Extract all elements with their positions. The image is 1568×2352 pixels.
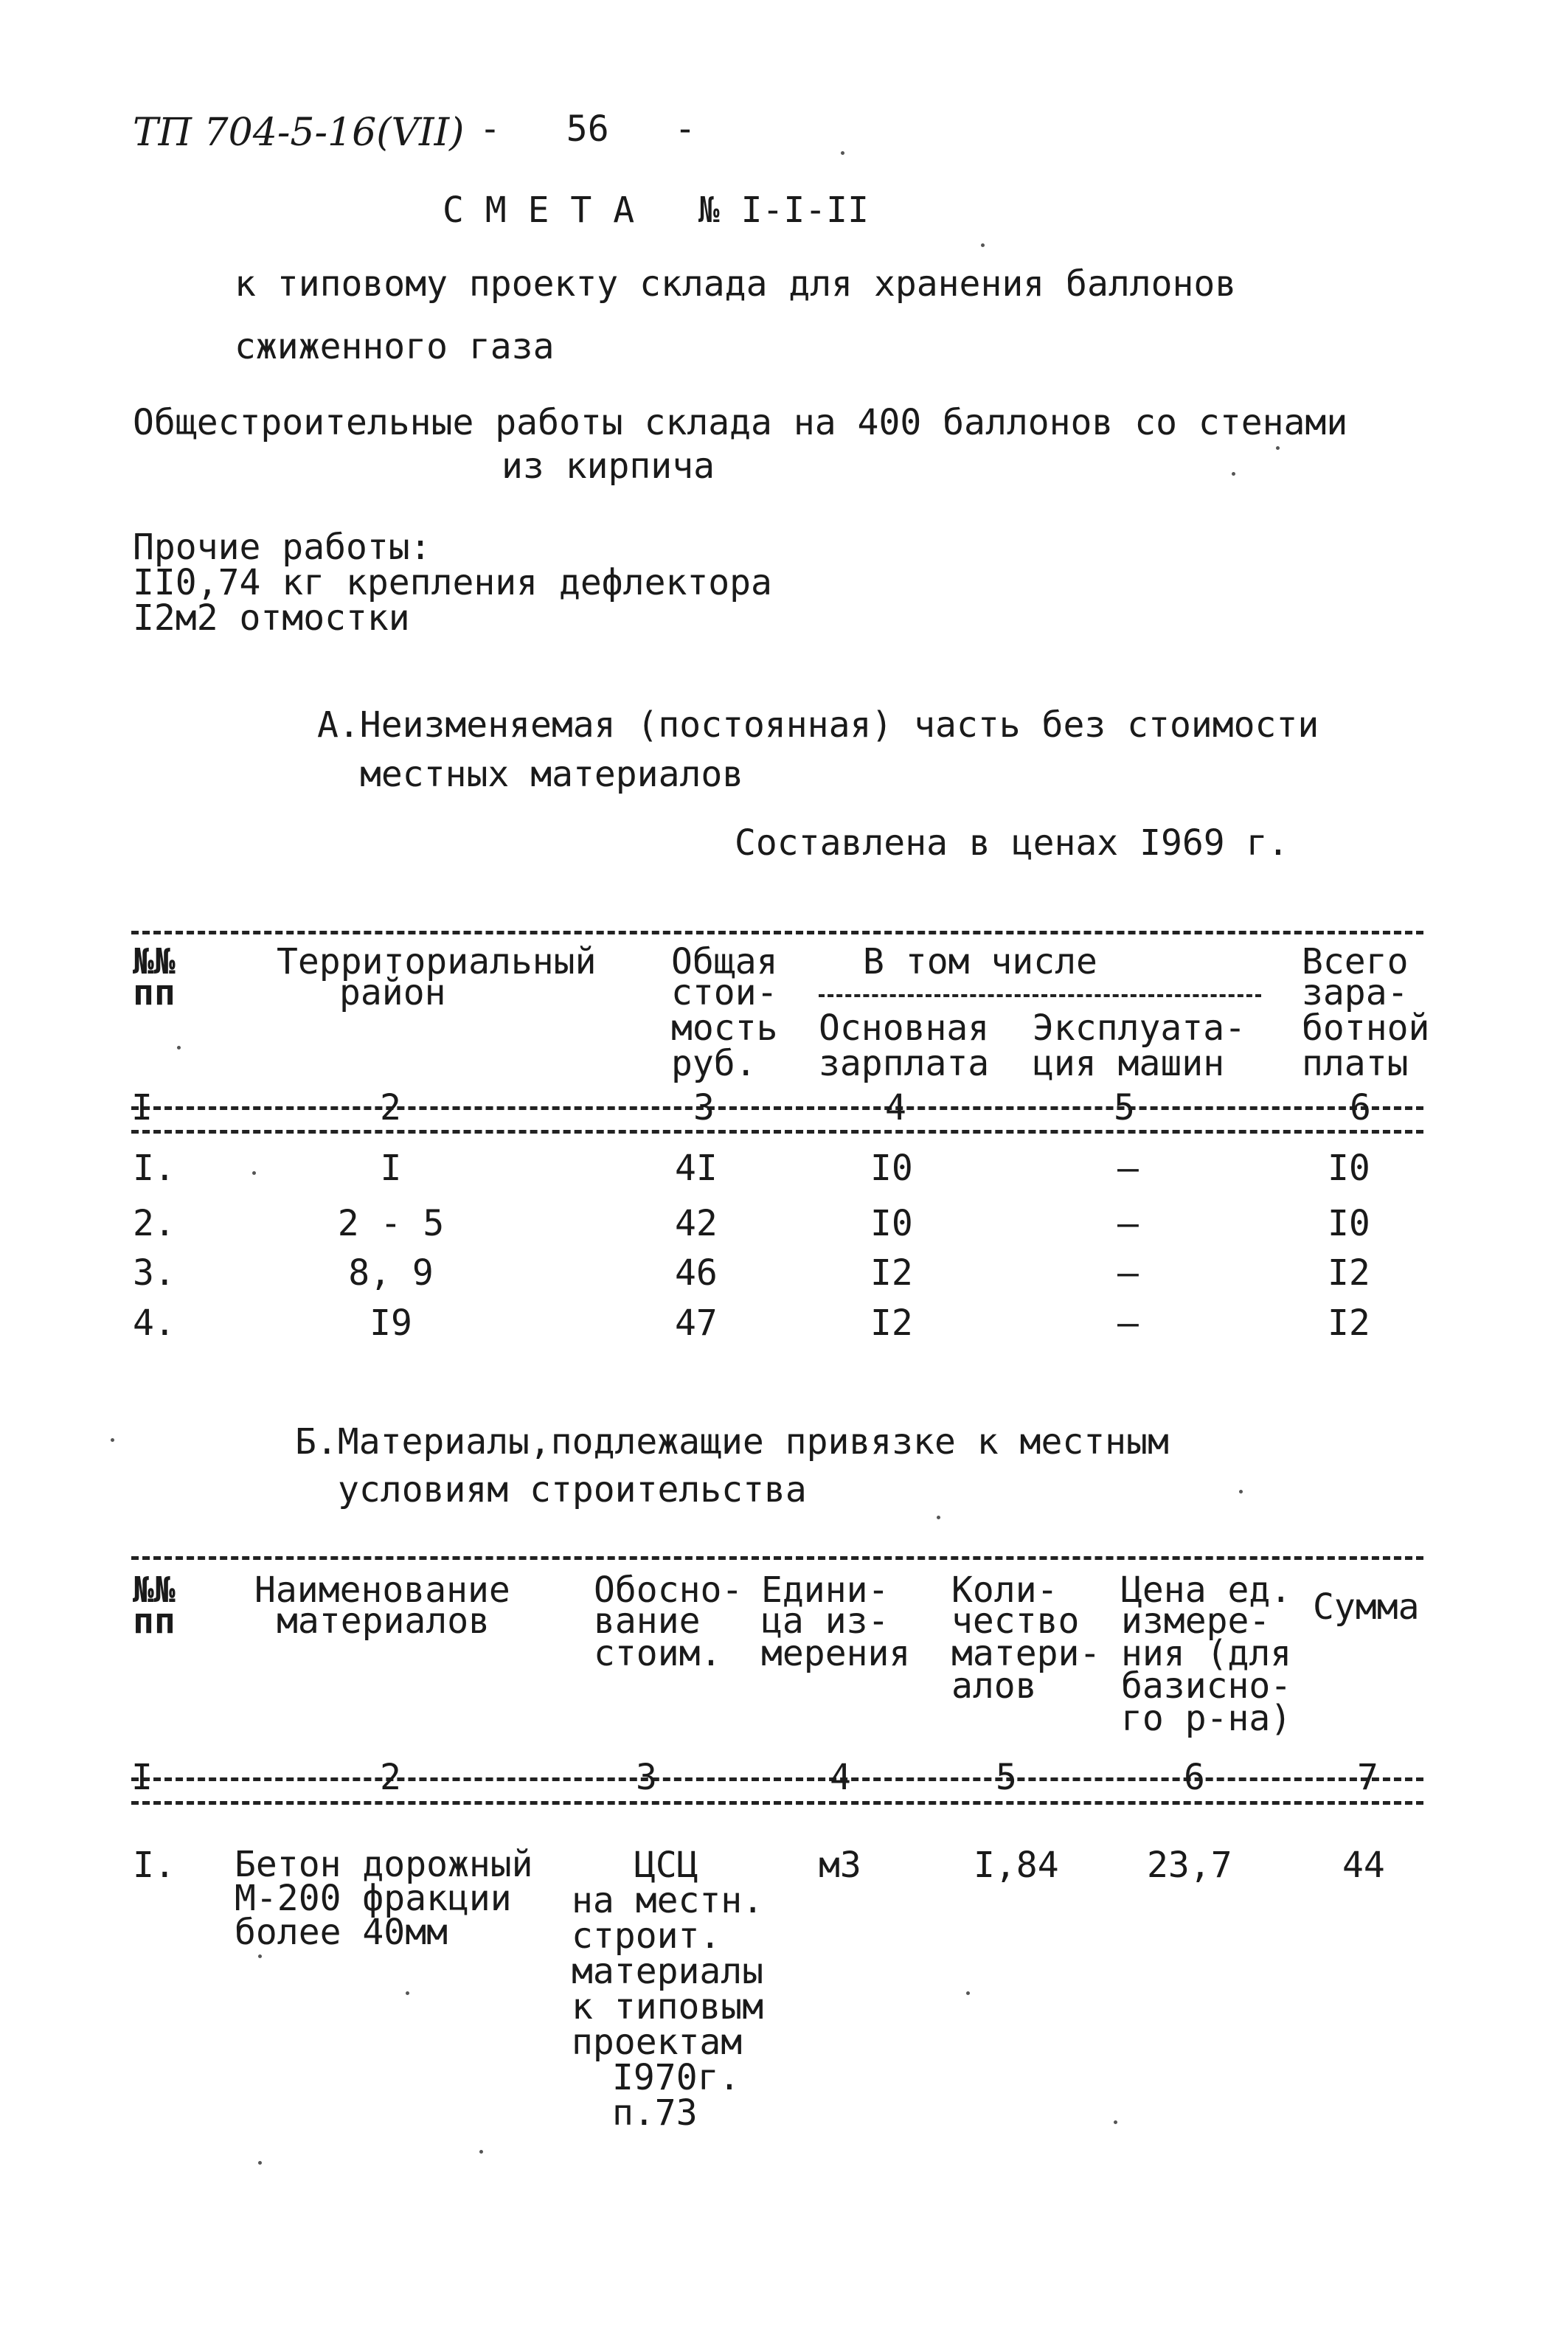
table-a-header-num-2: пп [133, 972, 176, 1013]
table-a-header-bottom-rule [131, 1130, 1423, 1134]
other-works-line-2: I2м2 отмостки [133, 597, 410, 639]
row-total: I0 [1328, 1203, 1370, 1244]
table-a-header-wage-2: зарплата [819, 1043, 990, 1084]
scan-speck [111, 1438, 114, 1442]
row-wage: I0 [870, 1203, 913, 1244]
table-b-header-price-2: измере- [1121, 1600, 1271, 1642]
row-unit: м3 [819, 1845, 861, 1886]
row-machines: – [1117, 1252, 1139, 1294]
table-a-colnum: 5 [1114, 1087, 1135, 1128]
subtitle-line-1: Общестроительные работы склада на 400 баллонов со стенами [133, 402, 1348, 443]
section-a-title-2: местных материалов [360, 754, 744, 795]
scan-speck [841, 151, 844, 155]
table-b-header-name-1: Наименование [254, 1569, 510, 1611]
row-cost: 42 [675, 1203, 718, 1244]
table-a-header-machines-1: Эксплуата- [1033, 1007, 1246, 1049]
scan-speck [258, 2161, 262, 2165]
scan-speck [1114, 2120, 1117, 2124]
estimate-heading: С М Е Т А № I-I-II [443, 190, 869, 231]
table-a-including-rule [819, 994, 1261, 997]
row-machines: – [1117, 1148, 1139, 1189]
row-basis-2: на местн. [572, 1880, 764, 1921]
row-total: I2 [1328, 1302, 1370, 1344]
row-basis-7: I970г. [612, 2057, 740, 2098]
row-sum: 44 [1342, 1845, 1385, 1886]
row-machines: – [1117, 1302, 1139, 1344]
row-region: 2 - 5 [337, 1203, 445, 1244]
subtitle-line-2: из кирпича [502, 445, 715, 487]
row-total: I0 [1328, 1148, 1370, 1189]
table-a-header-including: В том числе [863, 941, 1097, 982]
row-wage: I2 [870, 1252, 913, 1294]
title-line-2: сжиженного газа [235, 326, 555, 367]
table-b-header-qty-3: матери- [951, 1633, 1101, 1674]
table-a-header-wage-1: Основная [819, 1007, 990, 1049]
scan-speck [1239, 1490, 1243, 1494]
row-basis-5: к типовым [572, 1986, 764, 2027]
row-cost: 46 [675, 1252, 718, 1294]
table-b-header-price-5: го р-на) [1121, 1698, 1292, 1739]
scan-speck [406, 1991, 409, 1995]
title-line-1: к типовому проекту склада для хранения баллонов [235, 263, 1237, 305]
table-b-header-basis-2: вание [594, 1600, 701, 1642]
scan-speck [1276, 446, 1280, 450]
document-code: ТП 704-5-16(VII) [133, 111, 465, 155]
row-region: 8, 9 [348, 1252, 434, 1294]
table-b-header-unit-2: ца из- [761, 1600, 889, 1642]
table-a-header-region-2: район [339, 972, 446, 1013]
scan-speck [937, 1516, 940, 1519]
row-number: 2. [133, 1203, 176, 1244]
table-b-header-price-1: Цена ед. [1121, 1569, 1292, 1611]
table-a-colnum: 2 [380, 1087, 401, 1128]
table-a-colnum: 6 [1350, 1087, 1371, 1128]
table-a-colnum: 4 [885, 1087, 906, 1128]
table-b-colnum: 3 [636, 1757, 657, 1798]
table-a-colnum-rule [131, 1106, 1423, 1110]
table-a-header-num-1: №№ [133, 941, 176, 982]
row-region: I9 [370, 1302, 412, 1344]
row-basis-4: материалы [572, 1951, 764, 1992]
table-b-colnum-rule [131, 1777, 1423, 1781]
table-a-colnum: I [131, 1087, 153, 1128]
other-works-heading: Прочие работы: [133, 527, 431, 568]
table-a-header-cost-4: руб. [671, 1043, 757, 1084]
table-b-header-qty-4: алов [951, 1665, 1037, 1707]
section-a-title-1: А.Неизменяемая (постоянная) часть без стоимости [317, 704, 1319, 746]
table-a-colnum: 3 [693, 1087, 715, 1128]
row-basis-8: п.73 [612, 2092, 698, 2134]
table-b-colnum: I [131, 1757, 153, 1798]
table-a-header-cost-1: Общая [671, 941, 778, 982]
scan-speck [258, 1954, 262, 1958]
row-number: 4. [133, 1302, 176, 1344]
table-b-header-basis-3: стоим. [594, 1633, 722, 1674]
section-b-title-1: Б.Материалы,подлежащие привязке к местным [295, 1421, 1169, 1463]
row-basis-6: проектам [572, 2022, 743, 2063]
row-basis-3: строит. [572, 1915, 721, 1957]
table-b-colnum: 7 [1357, 1757, 1378, 1798]
scan-speck [252, 1171, 256, 1175]
row-number: I. [133, 1845, 176, 1886]
scan-speck [981, 243, 985, 247]
table-b-header-name-2: материалов [277, 1600, 490, 1642]
table-a-header-total-2: зара- [1302, 972, 1409, 1013]
table-a-top-rule [131, 931, 1423, 934]
scan-speck [479, 2150, 483, 2154]
row-basis-1: ЦСЦ [634, 1845, 698, 1886]
table-b-header-basis-1: Обосно- [594, 1569, 743, 1611]
row-unit-price: 23,7 [1147, 1845, 1232, 1886]
table-a-header-cost-3: мость [671, 1007, 778, 1049]
other-works-line-1: II0,74 кг крепления дефлектора [133, 562, 772, 603]
table-a-header-total-4: платы [1302, 1043, 1409, 1084]
table-b-top-rule [131, 1556, 1423, 1560]
table-a-header-region-1: Территориальный [277, 941, 597, 982]
scan-speck [1232, 472, 1235, 476]
table-b-colnum: 6 [1184, 1757, 1205, 1798]
table-b-header-unit-1: Едини- [761, 1569, 889, 1611]
row-material-name-3: более 40мм [235, 1912, 448, 1953]
table-b-colnum: 5 [996, 1757, 1017, 1798]
table-b-colnum: 2 [380, 1757, 401, 1798]
table-b-header-sum: Сумма [1313, 1586, 1420, 1628]
table-b-header-bottom-rule [131, 1801, 1423, 1805]
row-wage: I2 [870, 1302, 913, 1344]
row-cost: 4I [675, 1148, 718, 1189]
row-total: I2 [1328, 1252, 1370, 1294]
scan-speck [177, 1046, 181, 1050]
row-wage: I0 [870, 1148, 913, 1189]
row-number: 3. [133, 1252, 176, 1294]
row-material-name-2: М-200 фракции [235, 1878, 512, 1919]
table-a-header-total-3: ботной [1302, 1007, 1430, 1049]
row-region: I [380, 1148, 402, 1189]
row-cost: 47 [675, 1302, 718, 1344]
row-quantity: I,84 [974, 1845, 1059, 1886]
row-machines: – [1117, 1203, 1139, 1244]
table-a-header-total-1: Всего [1302, 941, 1409, 982]
table-b-header-num-1: №№ [133, 1569, 176, 1611]
table-b-header-qty-1: Коли- [951, 1569, 1058, 1611]
section-b-title-2: условиям строительства [338, 1469, 807, 1510]
table-b-header-unit-3: мерения [761, 1633, 911, 1674]
table-a-header-cost-2: стои- [671, 972, 778, 1013]
row-number: I. [133, 1148, 176, 1189]
table-b-colnum: 4 [830, 1757, 851, 1798]
scan-speck [966, 1991, 970, 1995]
table-b-header-num-2: пп [133, 1600, 176, 1642]
table-a-header-machines-2: ция машин [1033, 1043, 1225, 1084]
table-b-header-qty-2: чество [951, 1600, 1080, 1642]
prices-note: Составлена в ценах I969 г. [735, 822, 1289, 864]
table-b-header-price-4: базисно- [1121, 1665, 1292, 1707]
page-number: - 56 - [479, 108, 696, 150]
row-material-name-1: Бетон дорожный [235, 1844, 533, 1885]
table-b-header-price-3: ния (для [1121, 1633, 1292, 1674]
